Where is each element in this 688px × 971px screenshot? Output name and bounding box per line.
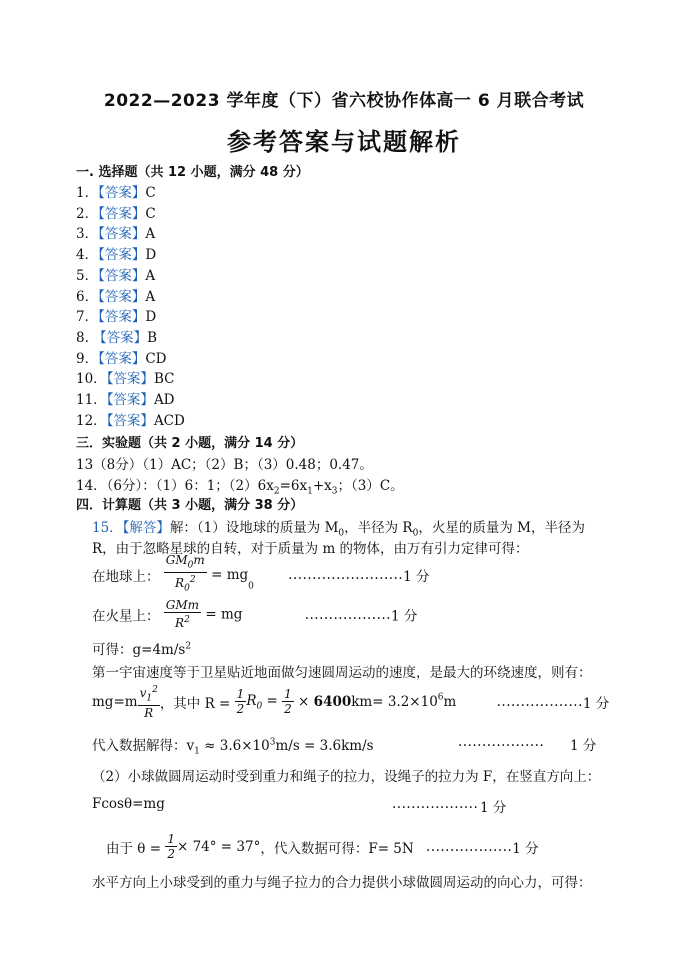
answer-tag: 【答案】 xyxy=(98,185,146,201)
question-number: 1． xyxy=(76,185,99,201)
answer-tag: 【答案】 xyxy=(106,412,154,429)
answer-value: A xyxy=(145,267,156,284)
answer-value: AD xyxy=(153,392,175,408)
answer-row xyxy=(76,367,174,387)
substitute-result: 代入数据解得：$v_1 \approx 3.6\times 10^3m/s = 3.6km/s$ xyxy=(92,737,374,757)
q15-intro-cont: R，由于忽略星球的自转，对于质量为 m 的物体，由万有引力定律可得： xyxy=(92,541,529,557)
answer-row xyxy=(76,409,185,429)
answer-tag: 【答案】 xyxy=(98,288,146,305)
answer-tag: 【答案】 xyxy=(98,350,146,367)
exam-title: 2022—2023 学年度（下）省六校协作体高一 6 月联合考试 xyxy=(103,91,585,111)
answer-value: B xyxy=(147,329,158,346)
answer-value: C xyxy=(145,205,156,222)
section-4-heading: 四．计算题（共 3 小题，满分 38 分） xyxy=(76,498,304,513)
answer-value: D xyxy=(145,247,157,264)
dots-5: .................. xyxy=(392,796,479,812)
horizontal-force-text: 水平方向上小球受到的重力与绳子拉力的合力提供小球做圆周运动的向心力，可得： xyxy=(92,875,592,891)
question-number: 8. xyxy=(76,329,94,346)
answer-value: C xyxy=(145,185,156,201)
answer-tag: 【答案】 xyxy=(106,392,154,408)
answer-value: ACD xyxy=(153,412,185,429)
answer-value: A xyxy=(145,226,156,243)
answer-value: BC xyxy=(153,371,175,388)
answer-value: CD xyxy=(145,350,167,367)
g-result: 可得：$g=4m/s^2$ xyxy=(92,641,192,658)
answer-tag: 【答案】 xyxy=(98,205,146,222)
score-5: 1 分 xyxy=(480,800,507,816)
answer-row xyxy=(76,326,157,346)
part-2-text: （2）小球做圆周运动时受到重力和绳子的拉力，设绳子的拉力为 F，在竖直方向上： xyxy=(92,769,601,785)
fraction: $\frac{GM_0m}{R_0^2}$ xyxy=(165,553,205,594)
answer-row xyxy=(76,181,156,201)
question-number: 3． xyxy=(76,226,99,243)
answer-row xyxy=(76,347,167,367)
answer-row xyxy=(76,264,155,284)
fraction: $\frac{\text{GMm}}{R^2}$ xyxy=(165,598,200,630)
answer-tag: 【答案】 xyxy=(93,329,148,346)
first-cosmic-velocity-text: 第一宇宙速度等于卫星贴近地面做匀速圆周运动的速度，是最大的环绕速度，则有： xyxy=(92,665,592,681)
question-number: 2． xyxy=(76,205,99,222)
mars-equation: 在火星上： $\frac{\text{GMm}}{R^2}$ = mg ..................1 分 xyxy=(92,598,418,630)
velocity-equation: mg=m $\frac{v_1^2}{R}$ ，其中 R = $\frac{1}{2}$ $R_0$ = $\frac{1}{2}$ × $6400km= 3.2\times 10^6m$ ..................1 分 xyxy=(92,685,610,721)
answer-tag: 【答案】 xyxy=(98,226,146,243)
answer-row xyxy=(76,202,156,222)
question-number: 6． xyxy=(76,288,99,305)
question-number: 10． xyxy=(76,371,107,388)
answer-row xyxy=(76,222,155,242)
score-4: 1 分 xyxy=(570,738,597,754)
answer-value: D xyxy=(145,309,157,326)
answer-tag: 【答案】 xyxy=(98,267,146,284)
theta-equation: 由于 θ = $\frac{1}{2}$ × 74° = 37°，代入数据可得：F= 5N ..................1 分 xyxy=(106,832,539,861)
document-title: 参考答案与试题解析 xyxy=(227,128,461,156)
q13-answer: 13（8分）（1）AC；（2）B；（3）0.48；0.47。 xyxy=(76,457,373,473)
answer-tag: 【答案】 xyxy=(106,371,154,388)
q14-answer: 14．（6分）：（1）6：1；$(2)6x_2=6x_1+x_3$；（3）C。 xyxy=(76,478,404,497)
answer-tag: 【答案】 xyxy=(98,247,146,264)
dots-4: .................. xyxy=(458,734,545,750)
question-number: 7． xyxy=(76,309,99,326)
section-3-heading: 三．实验题（共 2 小题，满分 14 分） xyxy=(76,436,304,451)
answer-row xyxy=(76,243,156,263)
earth-equation: 在地球上： $\frac{GM_0m}{R_0^2}$ = $mg_0$ ........................1 分 xyxy=(92,553,430,597)
answer-row xyxy=(76,388,175,408)
question-number: 11． xyxy=(76,392,107,408)
question-number: 5． xyxy=(76,267,99,284)
question-number: 4． xyxy=(76,247,99,264)
answer-row xyxy=(76,285,155,305)
question-number: 9． xyxy=(76,350,99,367)
q15-intro: 15．【解答】解：（1）设地球的质量为 $M_0$，半径为 $R_0$，火星的质量为 M，半径为 xyxy=(92,520,585,539)
section-1-heading: 一. 选择题（共 12 小题，满分 48 分） xyxy=(76,165,309,180)
answer-row xyxy=(76,305,156,325)
answer-value: A xyxy=(145,288,156,305)
fcos-equation: Fcosθ=mg xyxy=(92,796,165,812)
question-number: 12． xyxy=(76,412,107,429)
answer-tag: 【答案】 xyxy=(98,309,146,326)
